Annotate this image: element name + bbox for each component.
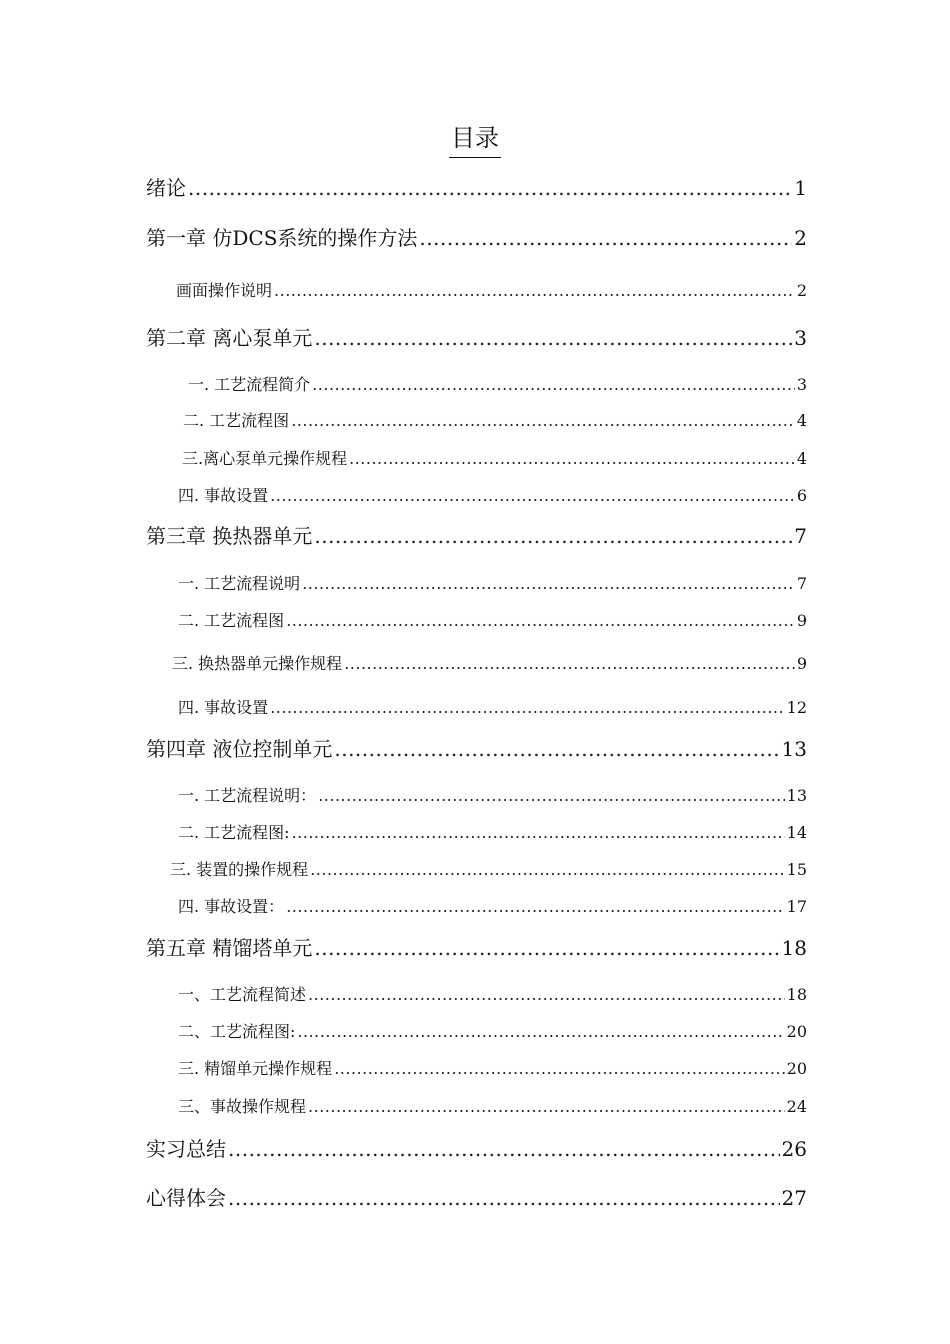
toc-entry-label: 四. 事故设置 — [178, 486, 269, 505]
toc-leader — [274, 281, 795, 300]
toc-entry-label: 第三章 换热器单元 — [146, 524, 313, 548]
toc-entry[interactable] — [178, 820, 807, 843]
toc-entry-page: 9 — [796, 654, 807, 673]
toc-leader — [292, 823, 785, 842]
toc-leader — [308, 1097, 785, 1116]
toc-leader — [310, 860, 784, 879]
toc-leader — [270, 486, 795, 505]
toc-entry[interactable] — [146, 1133, 807, 1162]
toc-entry-page: 9 — [796, 611, 807, 630]
toc-leader — [297, 1022, 784, 1041]
toc-entry-label: 二. 工艺流程图 — [183, 411, 290, 430]
toc-entry-page: 20 — [786, 1022, 807, 1041]
toc-entry[interactable] — [146, 520, 807, 549]
toc-entry-label: 第一章 仿DCS系统的操作方法 — [146, 226, 418, 250]
toc-entry-page: 4 — [796, 449, 807, 468]
toc-entry-page: 1 — [794, 176, 807, 200]
toc-entry[interactable] — [182, 446, 807, 469]
toc-entry-page: 17 — [786, 897, 807, 916]
toc-entry[interactable] — [146, 222, 807, 251]
toc-entry-page: 20 — [786, 1059, 807, 1078]
toc-entry-page: 2 — [794, 226, 807, 250]
toc-leader — [419, 226, 792, 250]
toc-entry-page: 6 — [796, 486, 807, 505]
toc-entry-page: 26 — [781, 1137, 807, 1161]
toc-leader — [349, 449, 795, 468]
toc-entry-page: 13 — [781, 737, 807, 761]
toc-leader — [270, 698, 784, 717]
toc-entry-page: 4 — [796, 411, 807, 430]
toc-entry-label: 三、事故操作规程 — [178, 1097, 307, 1116]
toc-leader — [286, 897, 784, 916]
toc-title-text: 目录 — [449, 118, 501, 158]
toc-entry-label: 二. 工艺流程图 — [178, 611, 285, 630]
toc-entry-label: 二、工艺流程图: — [178, 1022, 296, 1041]
toc-entry[interactable] — [178, 695, 807, 718]
toc-leader — [308, 985, 785, 1004]
toc-entry-label: 第四章 液位控制单元 — [146, 737, 333, 761]
toc-entry[interactable] — [178, 1056, 807, 1079]
toc-entry-page: 15 — [786, 860, 807, 879]
toc-entry-page: 2 — [796, 281, 807, 300]
toc-entry-label: 第二章 离心泵单元 — [146, 326, 313, 350]
toc-entry-label: 四. 事故设置： — [178, 897, 285, 916]
toc-entry[interactable] — [178, 1019, 807, 1042]
toc-entry-label: 一. 工艺流程说明 — [178, 574, 301, 593]
toc-entry-label: 心得体会 — [146, 1186, 226, 1210]
toc-entry-label: 画面操作说明 — [176, 281, 273, 300]
toc-entry-page: 24 — [786, 1097, 807, 1116]
toc-entry-label: 一. 工艺流程说明： — [178, 786, 317, 805]
toc-entry-page: 3 — [794, 326, 807, 350]
toc-leader — [188, 176, 792, 200]
toc-entry-page: 12 — [786, 698, 807, 717]
toc-entry-label: 第五章 精馏塔单元 — [146, 936, 313, 960]
toc-entry-page: 18 — [781, 936, 807, 960]
toc-entry[interactable] — [178, 894, 807, 917]
toc-entry-page: 13 — [786, 786, 807, 805]
toc-leader — [314, 936, 779, 960]
toc-leader — [228, 1186, 780, 1210]
toc-leader — [286, 611, 795, 630]
toc-leader — [228, 1137, 780, 1161]
toc-entry[interactable] — [178, 608, 807, 631]
toc-leader — [344, 654, 795, 673]
toc-entry-label: 绪论 — [146, 176, 186, 200]
toc-entry-label: 三. 装置的操作规程 — [170, 860, 309, 879]
toc-leader — [312, 375, 795, 394]
toc-entry-label: 四. 事故设置 — [178, 698, 269, 717]
toc-entry[interactable] — [183, 408, 807, 431]
toc-leader — [314, 524, 792, 548]
toc-entry-page: 7 — [794, 524, 807, 548]
toc-entry-label: 二. 工艺流程图: — [178, 823, 290, 842]
toc-entry[interactable] — [178, 483, 807, 506]
toc-entry-page: 7 — [796, 574, 807, 593]
toc-entry-page: 3 — [796, 375, 807, 394]
toc-entry[interactable] — [176, 278, 807, 301]
toc-entry[interactable] — [178, 982, 807, 1005]
toc-entry[interactable] — [146, 932, 807, 961]
toc-entry-label: 一. 工艺流程简介 — [188, 375, 311, 394]
toc-leader — [291, 411, 795, 430]
toc-entry-page: 18 — [786, 985, 807, 1004]
toc-entry[interactable] — [188, 372, 807, 395]
toc-leader — [318, 786, 784, 805]
toc-entry-page: 14 — [786, 823, 807, 842]
toc-leader — [334, 1059, 784, 1078]
toc-title — [0, 118, 950, 158]
toc-entry-label: 三.离心泵单元操作规程 — [182, 449, 348, 468]
toc-entry[interactable] — [146, 1182, 807, 1211]
toc-leader — [314, 326, 792, 350]
toc-leader — [334, 737, 779, 761]
toc-entry[interactable] — [170, 857, 807, 880]
toc-entry[interactable] — [178, 1094, 807, 1117]
toc-entry-label: 实习总结 — [146, 1137, 226, 1161]
toc-entry[interactable] — [146, 172, 807, 201]
toc-entry-page: 27 — [781, 1186, 807, 1210]
toc-entry-label: 三. 精馏单元操作规程 — [178, 1059, 333, 1078]
toc-leader — [302, 574, 795, 593]
toc-entry-label: 三. 换热器单元操作规程 — [172, 654, 343, 673]
toc-entry[interactable] — [146, 733, 807, 762]
toc-entry[interactable] — [146, 322, 807, 351]
toc-entry[interactable] — [178, 571, 807, 594]
toc-entry-label: 一、工艺流程简述 — [178, 985, 307, 1004]
toc-entry[interactable] — [172, 651, 807, 674]
toc-entry[interactable] — [178, 783, 807, 806]
